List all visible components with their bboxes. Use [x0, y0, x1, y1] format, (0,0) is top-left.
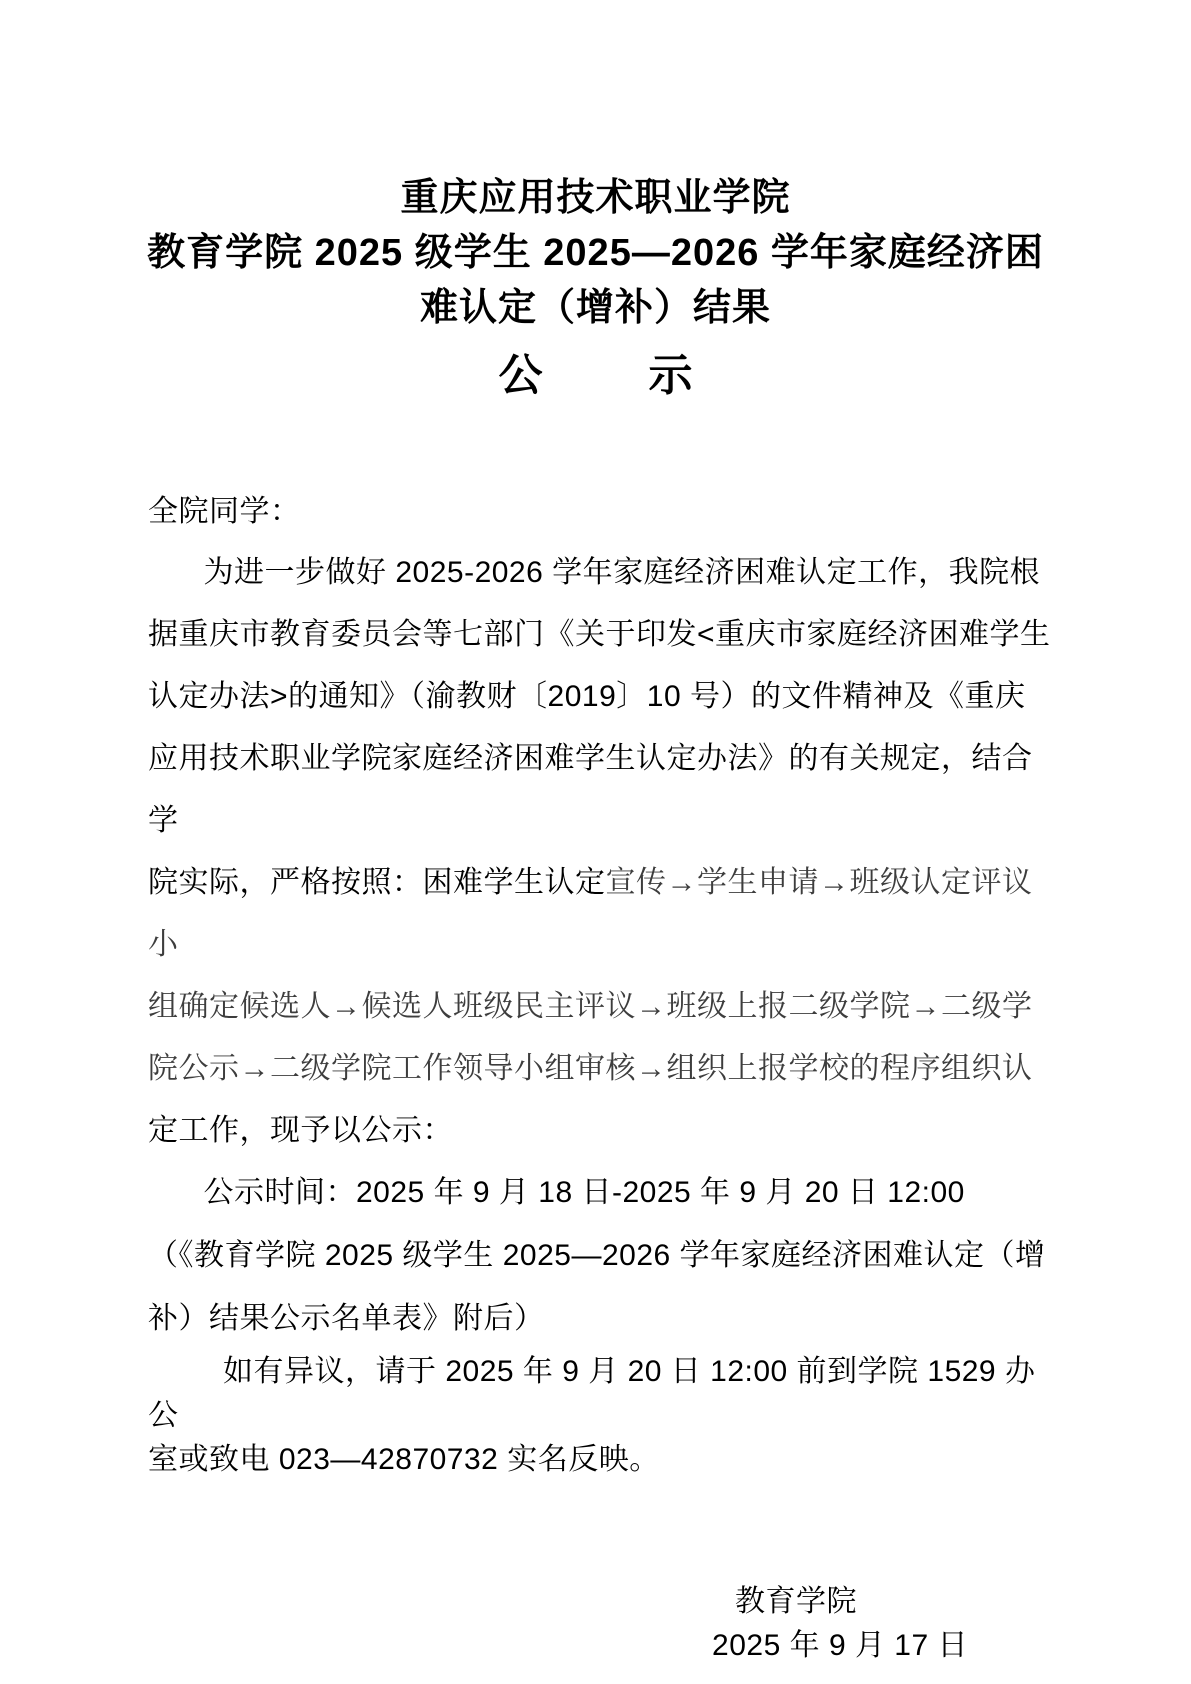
body-line: （《教育学院 2025 级学生 2025—2026 学年家庭经济困难认定（增	[148, 1239, 1046, 1272]
body-line: 补）结果公示名单表》附后）	[148, 1302, 545, 1335]
publicity-time-line: 公示时间：2025 年 9 月 18 日-2025 年 9 月 20 日 12:00	[203, 1176, 965, 1209]
objection-paragraph	[148, 1350, 1053, 1482]
document-title	[0, 171, 1191, 402]
body-text-segment: 院实际，严格按照：困难学生认定	[148, 866, 606, 899]
signature-org: 教育学院	[735, 1585, 857, 1618]
body-line: 为进一步做好 2025-2026 学年家庭经济困难认定工作，我院根	[203, 556, 1041, 589]
signature-block	[148, 1580, 1053, 1668]
main-paragraph	[148, 542, 1053, 1162]
gongshi-char-right: 示	[648, 351, 693, 400]
body-line	[148, 852, 1053, 976]
gongshi-char-left: 公	[498, 351, 543, 400]
title-line-3: 难认定（增补）结果	[419, 287, 771, 329]
body-line: 应用技术职业学院家庭经济困难学生认定办法》的有关规定，结合学	[148, 742, 1033, 837]
title-line-1: 重庆应用技术职业学院	[400, 177, 791, 219]
attachment-note-paragraph	[148, 1224, 1053, 1350]
body-line: 如有异议，请于 2025 年 9 月 20 日 12:00 前到学院 1529 办公	[148, 1355, 1036, 1432]
body-line: 组确定候选人→候选人班级民主评议→班级上报二级学院→二级学	[148, 990, 1033, 1023]
signature-date: 2025 年 9 月 17 日	[712, 1629, 968, 1662]
body-line: 室或致电 023—42870732 实名反映。	[148, 1443, 660, 1476]
body-text-segment-light: 宣传→学生申请→班级认定评议小	[148, 866, 1033, 961]
salutation: 全院同学：	[148, 495, 301, 528]
body-line: 定工作，现予以公示：	[148, 1114, 453, 1147]
body-line: 院公示→二级学院工作领导小组审核→组织上报学校的程序组织认	[148, 1052, 1033, 1085]
body-line: 认定办法>的通知》（渝教财〔2019〕10 号）的文件精神及《重庆	[148, 680, 1026, 713]
title-gongshi	[0, 350, 1191, 402]
document-body	[148, 402, 1053, 1668]
body-line: 据重庆市教育委员会等七部门《关于印发<重庆市家庭经济困难学生	[148, 618, 1051, 651]
title-line-2: 教育学院 2025 级学生 2025—2026 学年家庭经济困	[147, 232, 1044, 274]
